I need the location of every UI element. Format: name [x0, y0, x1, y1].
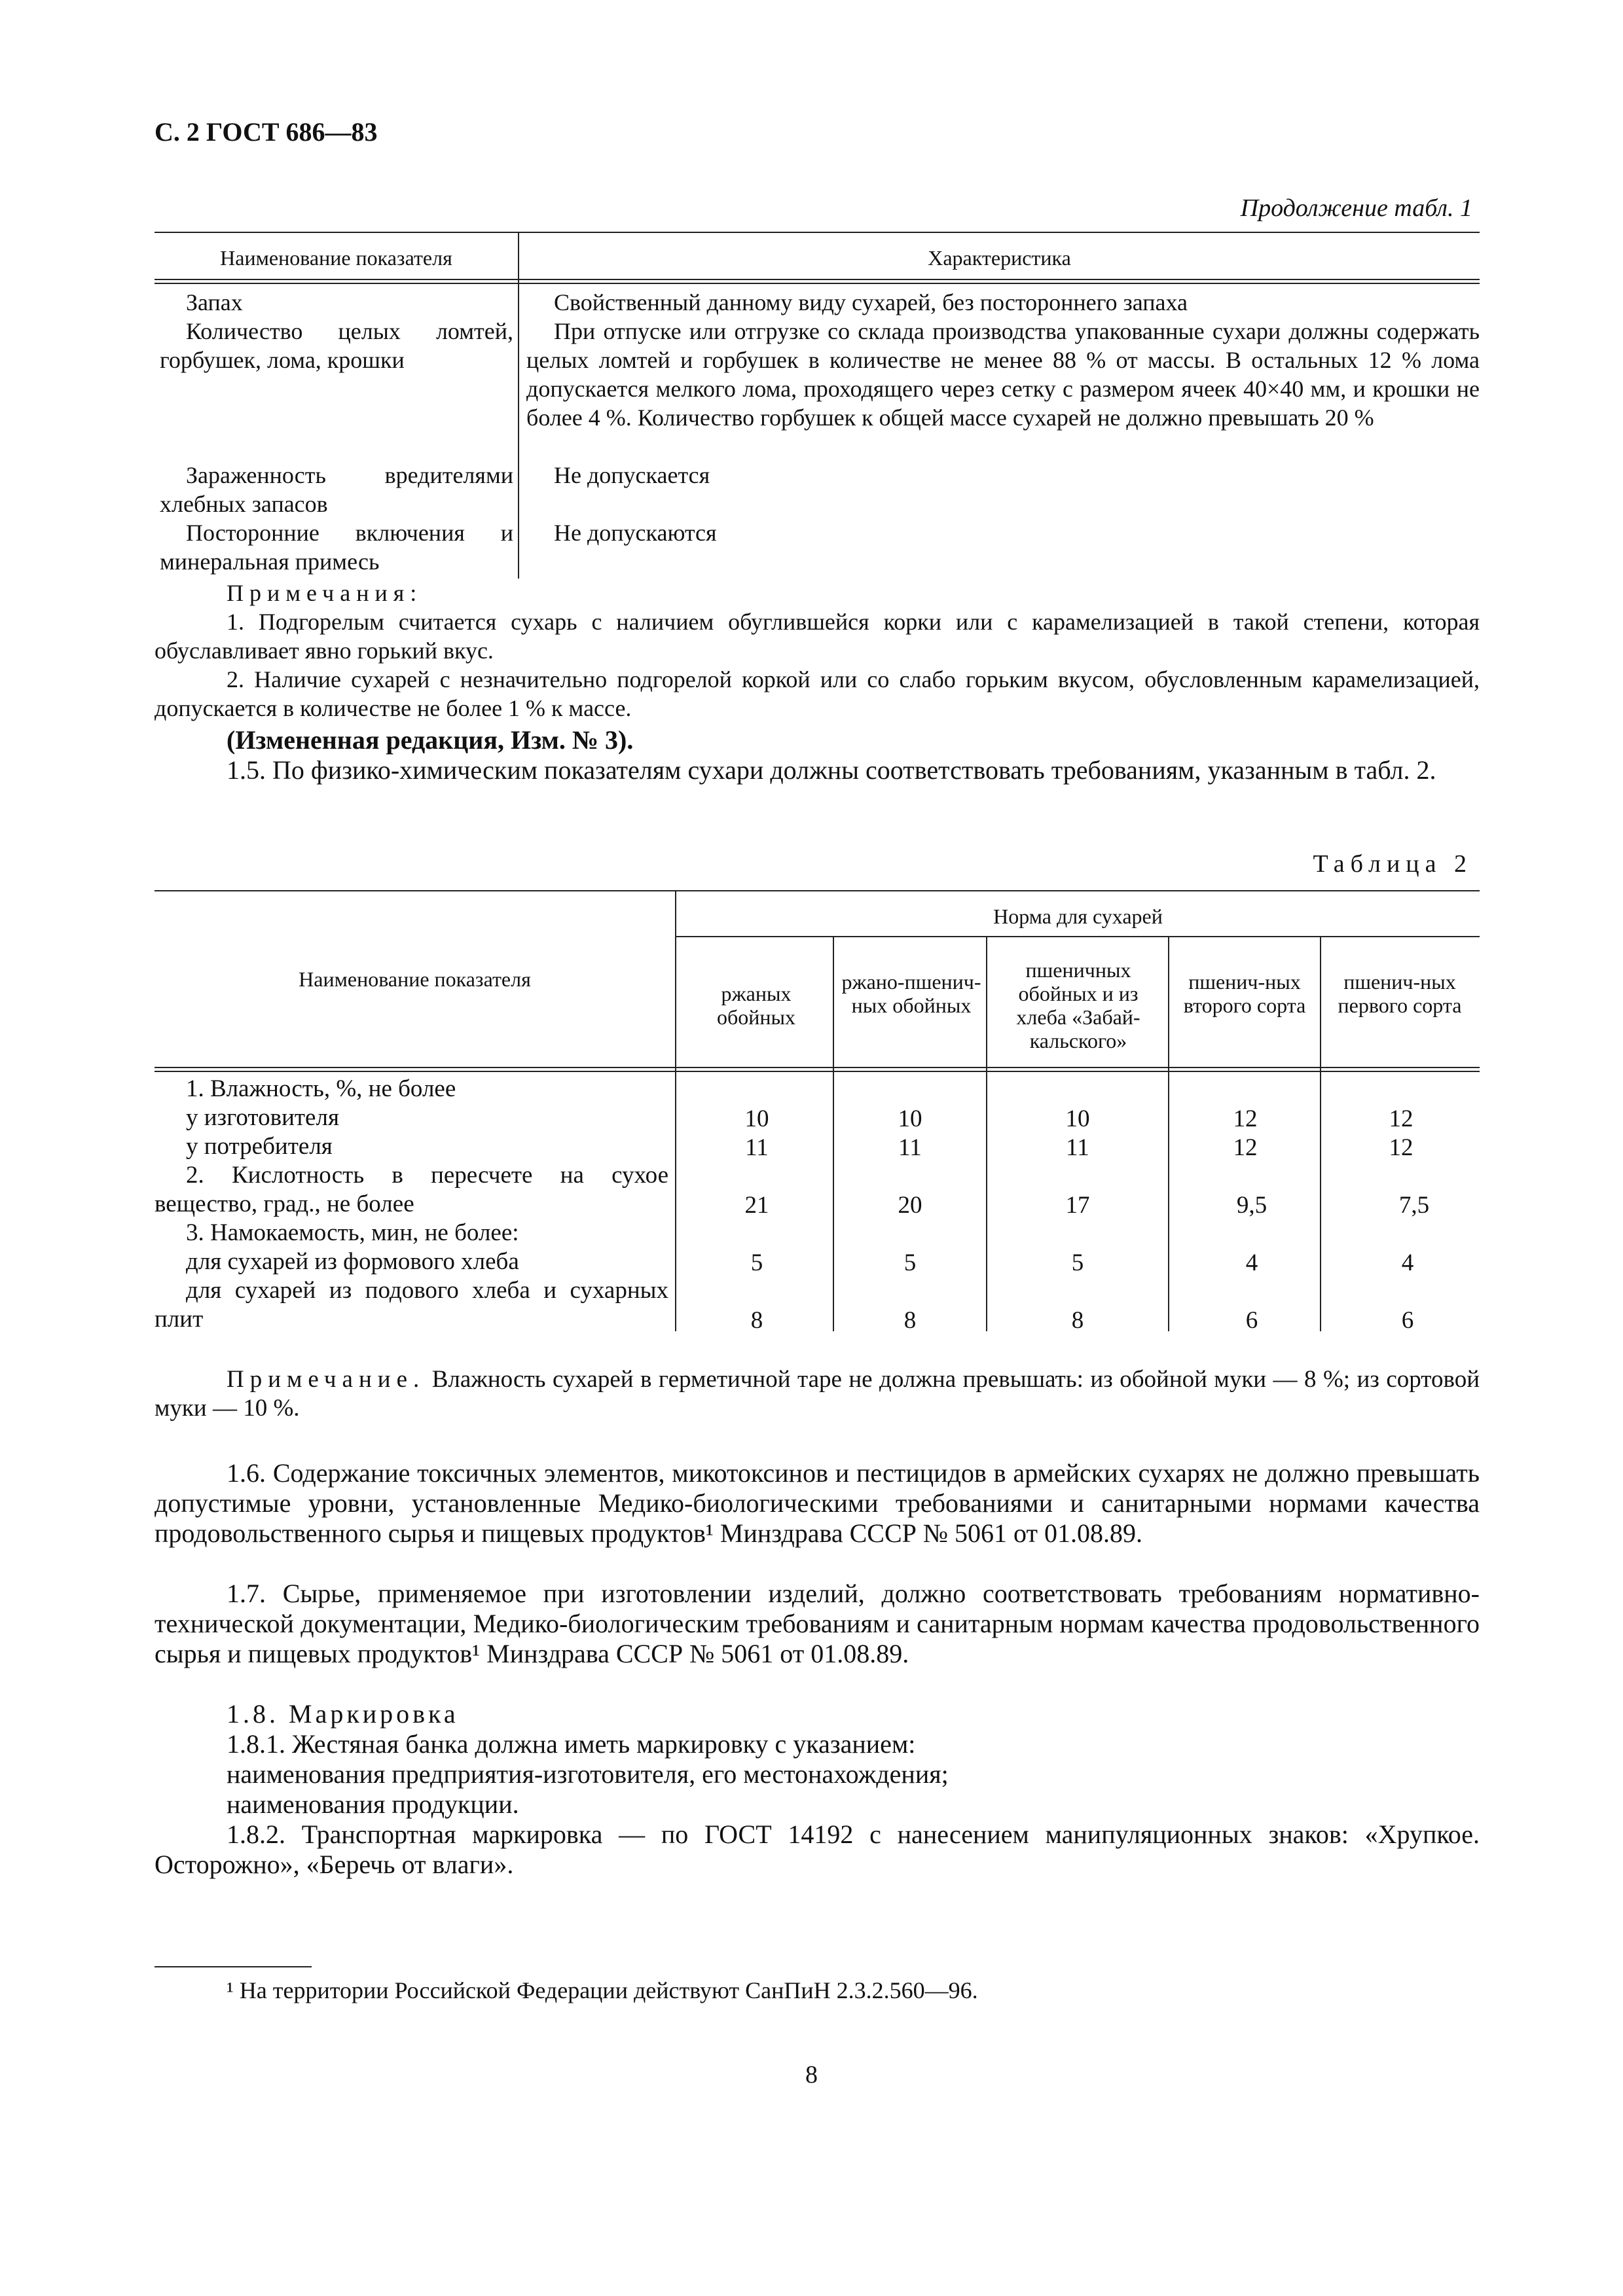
- table2-cell: 10: [1065, 1105, 1090, 1132]
- table2-cell: 11: [745, 1134, 769, 1161]
- table1-row-name: Зараженность вредителями хлебных запасов: [160, 462, 513, 517]
- table2-cell: 4: [1401, 1249, 1414, 1276]
- table2-row-label: 2. Кислотность в пересчете на сухое вещество, град., не более: [155, 1162, 668, 1217]
- table2-note-title: Примечание.: [227, 1366, 426, 1393]
- table2-cell: 5: [1071, 1249, 1084, 1276]
- table2-cell: 20: [898, 1192, 922, 1219]
- marking-p3: наименования продукции.: [227, 1789, 519, 1819]
- marking-p4: 1.8.2. Транспортная маркировка — по ГОСТ 14192 с нанесением манипуляционных знаков: «Хрупкое. Осторожно», «Беречь от влаги».: [155, 1820, 1480, 1879]
- table2-cell: 8: [1071, 1307, 1084, 1334]
- marking-title: 1.8. Маркировка: [227, 1699, 459, 1729]
- table2-cell: 8: [750, 1307, 763, 1334]
- table2-cell: 12: [1233, 1105, 1258, 1132]
- table2-row-label: для сухарей из формового хлеба: [186, 1248, 519, 1275]
- table2-col-header: пшенич-ных второго сорта: [1183, 970, 1306, 1017]
- paragraph-1-5: 1.5. По физико-химическим показателям сухари должны соответствовать требованиям, указанным в табл. 2.: [227, 755, 1436, 785]
- table2-col-header: ржаных обойных: [716, 982, 796, 1029]
- table2-cell: 11: [1066, 1134, 1089, 1161]
- table2-cell: 4: [1245, 1249, 1258, 1276]
- marking-p2: наименования предприятия-изготовителя, его местонахождения;: [227, 1759, 949, 1789]
- amendment-note: (Измененная редакция, Изм. № 3).: [227, 725, 634, 755]
- table2-cell: 12: [1389, 1105, 1413, 1132]
- table2-col-header: ржано-пшенич-ных обойных: [841, 970, 981, 1017]
- table2-cell: 6: [1401, 1307, 1414, 1334]
- notes1-title: Примечания:: [227, 580, 423, 606]
- table1-row-value: Свойственный данному виду сухарей, без постороннего запаха: [554, 289, 1188, 315]
- table2-cell: 10: [744, 1105, 769, 1132]
- table2-header-group: Норма для сухарей: [993, 905, 1163, 928]
- table1-row-name: Посторонние включения и минеральная примесь: [160, 520, 513, 575]
- table2-cell: 9,5: [1236, 1192, 1267, 1219]
- notes1-item: 1. Подгорелым считается сухарь с наличием обуглившейся корки или с карамелизацией в такой степени, которая обуславливает явно горький вкус.: [155, 609, 1480, 664]
- table2-col-header: пшеничных обойных и из хлеба «Забай-кальского»: [1016, 958, 1140, 1052]
- paragraph-1-6: 1.6. Содержание токсичных элементов, микотоксинов и пестицидов в армейских сухарях не должно превышать допустимые уровни, установленные Медико-биологическими требованиями и санитарными нормами качества продовольственного сырья и пищевых продуктов¹ Минздрава СССР № 5061 от 01.08.89.: [155, 1458, 1480, 1548]
- table1-row-name: Количество целых ломтей, горбушек, лома, крошки: [160, 318, 513, 373]
- table1-header-characteristic: Характеристика: [928, 246, 1071, 270]
- footnote-rule: [155, 1966, 312, 1967]
- paragraph-1-7: 1.7. Сырье, применяемое при изготовлении изделий, должно соответствовать требованиям нормативно-технической документации, Медико-биологическим требованиям и санитарным нормам качества продовольственного сырья и пищевых продуктов¹ Минздрава СССР № 5061 от 01.08.89.: [155, 1579, 1480, 1668]
- page-number: 8: [805, 2061, 818, 2089]
- table2-cell: 10: [898, 1105, 922, 1132]
- table2-row-label: 1. Влажность, %, не более: [186, 1075, 456, 1102]
- table2-row-label: у изготовителя: [186, 1104, 339, 1131]
- marking-p1: 1.8.1. Жестяная банка должна иметь маркировку с указанием:: [227, 1729, 916, 1759]
- table1-row-value: Не допускаются: [554, 520, 717, 546]
- page-header: С. 2 ГОСТ 686—83: [155, 117, 378, 147]
- table1-row-value: Не допускается: [554, 462, 710, 488]
- table2-cell: 5: [750, 1249, 763, 1276]
- table2-cell: 8: [903, 1307, 917, 1334]
- table1-row-name: Запах: [186, 289, 243, 315]
- notes1-item: 2. Наличие сухарей с незначительно подгорелой коркой или со слабо горьким вкусом, обусловленным карамелизацией, допускается в количестве не более 1 % к массе.: [155, 666, 1480, 721]
- table2-row-label: для сухарей из подового хлеба и сухарных плит: [155, 1277, 668, 1333]
- table2-cell: 5: [903, 1249, 917, 1276]
- table2-cell: 6: [1245, 1307, 1258, 1334]
- table2-cell: 7,5: [1398, 1192, 1430, 1219]
- table2-cell: 11: [898, 1134, 922, 1161]
- table2-cell: 21: [744, 1192, 769, 1219]
- table2-row-label: у потребителя: [186, 1133, 333, 1160]
- table2-note-text: Влажность сухарей в герметичной таре не должна превышать: из обойной муки — 8 %; из сортовой муки — 10 %.: [155, 1366, 1480, 1422]
- table2-col-header: пшенич-ных первого сорта: [1338, 970, 1462, 1017]
- table2-cell: 17: [1065, 1192, 1090, 1219]
- table2-cell: 12: [1233, 1134, 1258, 1161]
- table1-continuation-label: Продолжение табл. 1: [1240, 194, 1472, 222]
- table2-header-name: Наименование показателя: [299, 967, 531, 991]
- table1-row-value: При отпуске или отгрузке со склада производства упакованные сухари должны содержать целых ломтей и горбушек в количестве не менее 88 % от массы. В остальных 12 % лома допускается мелкого лома, проходящего через сетку с размером ячеек 40×40 мм, и крошки не более 4 %. Количество горбушек к общей массе сухарей не должно превышать 20 %: [526, 318, 1480, 431]
- table2-row-label: 3. Намокаемость, мин, не более:: [186, 1219, 519, 1246]
- table2-caption: Таблица 2: [1313, 850, 1472, 878]
- table1-header-name: Наименование показателя: [220, 246, 452, 270]
- table2-note: [155, 1365, 1480, 1423]
- table2-cell: 12: [1389, 1134, 1413, 1161]
- footnote: ¹ На территории Российской Федерации действуют СанПиН 2.3.2.560—96.: [227, 1977, 978, 2003]
